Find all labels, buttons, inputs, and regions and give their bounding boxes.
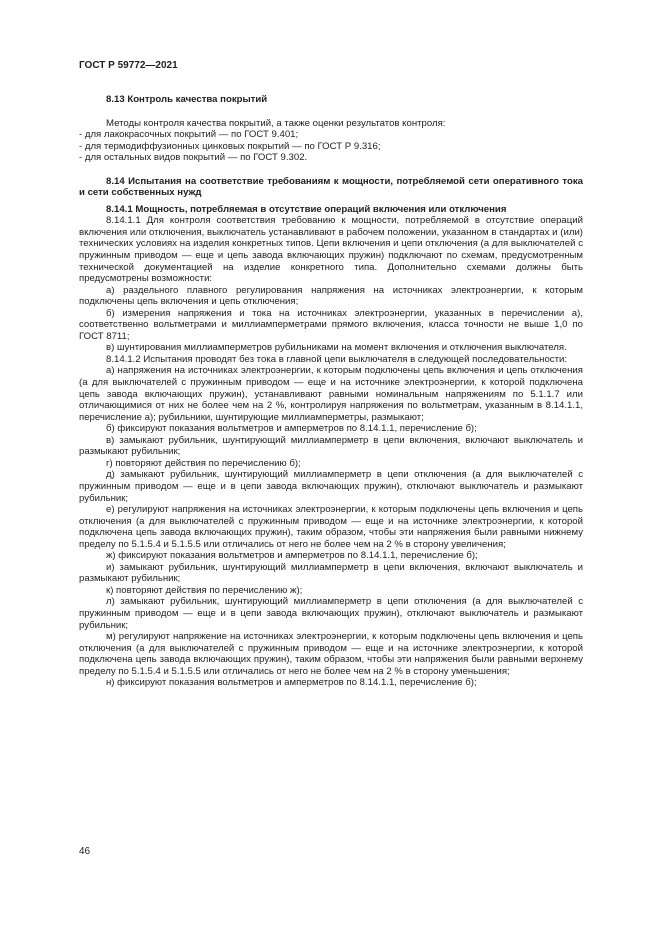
list-item: в) шунтирования миллиамперметров рубильниками на момент включения и отключения выключателя.: [106, 342, 567, 354]
list-item: л) замыкают рубильник, шунтирующий миллиамперметр в цепи отключения (а для выключателей с пружинным приводом — еще и в цепи завода включающих пружин), отключают выключатель и размыкают рубильник;: [79, 596, 583, 631]
list-item: и) замыкают рубильник, шунтирующий миллиамперметр в цепи включения, включают выключатель и размыкают рубильник;: [79, 561, 583, 585]
list-item: - для термодиффузионных цинковых покрытий — по ГОСТ Р 9.316;: [79, 140, 381, 152]
list-item: б) фиксируют показания вольтметров и амперметров по 8.14.1.1, перечисление б);: [106, 423, 477, 435]
list-item: е) регулируют напряжения на источниках электроэнергии, к которым подключены цепь включения и цепь отключения (а для выключателей с пружинным приводом — еще и на источнике электроэнергии, к которой подключена цепь завода включающих пружин), таким образом, чтобы эти напряжения были равными нижнему пределу по 5.1.5.4 и 5.1.5.5 или отличались от него не более чем на 2 % в сторону увеличения;: [79, 504, 583, 550]
list-item: ж) фиксируют показания вольтметров и амперметров по 8.14.1.1, перечисление б);: [106, 550, 478, 562]
section-8-14-1-heading: 8.14.1 Мощность, потребляемая в отсутствие операций включения или отключения: [106, 203, 507, 215]
list-item: а) раздельного плавного регулирования напряжения на источниках электроэнергии, к которым подключены цепь включения и цепь отключения;: [79, 284, 583, 308]
section-8-14-heading: 8.14 Испытания на соответствие требованиям к мощности, потребляемой сети оперативного тока и сети собственных нужд: [79, 175, 583, 199]
list-item: в) замыкают рубильник, шунтирующий миллиамперметр в цепи включения, включают выключатель и размыкают рубильник;: [79, 434, 583, 458]
list-item: - для лакокрасочных покрытий — по ГОСТ 9.401;: [79, 129, 299, 141]
list-item: д) замыкают рубильник, шунтирующий миллиамперметр в цепи отключения (а для выключателей с пружинным приводом — еще и в цепи завода включающих пружин), отключают выключатель и размыкают рубильник;: [79, 469, 583, 504]
list-item: м) регулируют напряжение на источниках электроэнергии, к которым подключены цепь включения и цепь отключения (а для выключателей с пружинным приводом — еще и на источнике электроэнергии, к которой подключена цепь завода включающих пружин), таким образом, чтобы эти напряжения были равными верхнему пределу по 5.1.5.4 и 5.1.5.5 или отличались от него не более чем на 2 % в сторону уменьшения;: [79, 631, 583, 677]
document-body: [79, 94, 583, 689]
page-number: 46: [79, 846, 91, 857]
list-item: к) повторяют действия по перечислению ж);: [106, 584, 303, 596]
paragraph-8-14-1-2: 8.14.1.2 Испытания проводят без тока в главной цепи выключателя в следующей последовательности:: [106, 353, 568, 365]
section-8-13-intro: Методы контроля качества покрытий, а также оценки результатов контроля:: [106, 117, 446, 129]
list-item: б) измерения напряжения и тока на источниках электроэнергии, указанных в перечислении а), соответственно вольтметрами и миллиамперметрами прямого включения, класса точности не выше 1,0 по ГОСТ 8711;: [79, 307, 583, 342]
list-item: а) напряжения на источниках электроэнергии, к которым подключены цепь включения и цепь отключения (а для выключателей с пружинным приводом — еще и на источнике электроэнергии, к которой подключена цепь завода включающих пружин), устанавливают равными номинальным напряжениям по 5.1.1.7 или отличающимися от них не более чем на 2 %, контролируя напряжения по вольтметрам, указанным в 8.14.1.1, перечисление а); рубильники, шунтирующие миллиамперметры, размыкают;: [79, 365, 583, 423]
list-item: н) фиксируют показания вольтметров и амперметров по 8.14.1.1, перечисление б);: [106, 677, 477, 689]
list-item: - для остальных видов покрытий — по ГОСТ 9.302.: [79, 152, 308, 164]
paragraph-8-14-1-1: 8.14.1.1 Для контроля соответствия требованию к мощности, потребляемой в отсутствие операций включения или отключения, выключатель устанавливают в рабочем положении, указанном в стандартах и (или) технических условиях на изделия конкретных типов. Цепи включения и цепи отключения (а для выключателей с пружинным приводом — еще и цепь завода включающих пружин) подключают по схемам, предусмотренным технической документацией на изделие конкретного типа. Дополнительно схемами должны быть предусмотрены возможности:: [79, 215, 583, 285]
section-8-13-heading: 8.13 Контроль качества покрытий: [106, 94, 268, 105]
list-item: г) повторяют действия по перечислению б);: [106, 457, 301, 469]
document-header: ГОСТ Р 59772—2021: [79, 60, 178, 71]
